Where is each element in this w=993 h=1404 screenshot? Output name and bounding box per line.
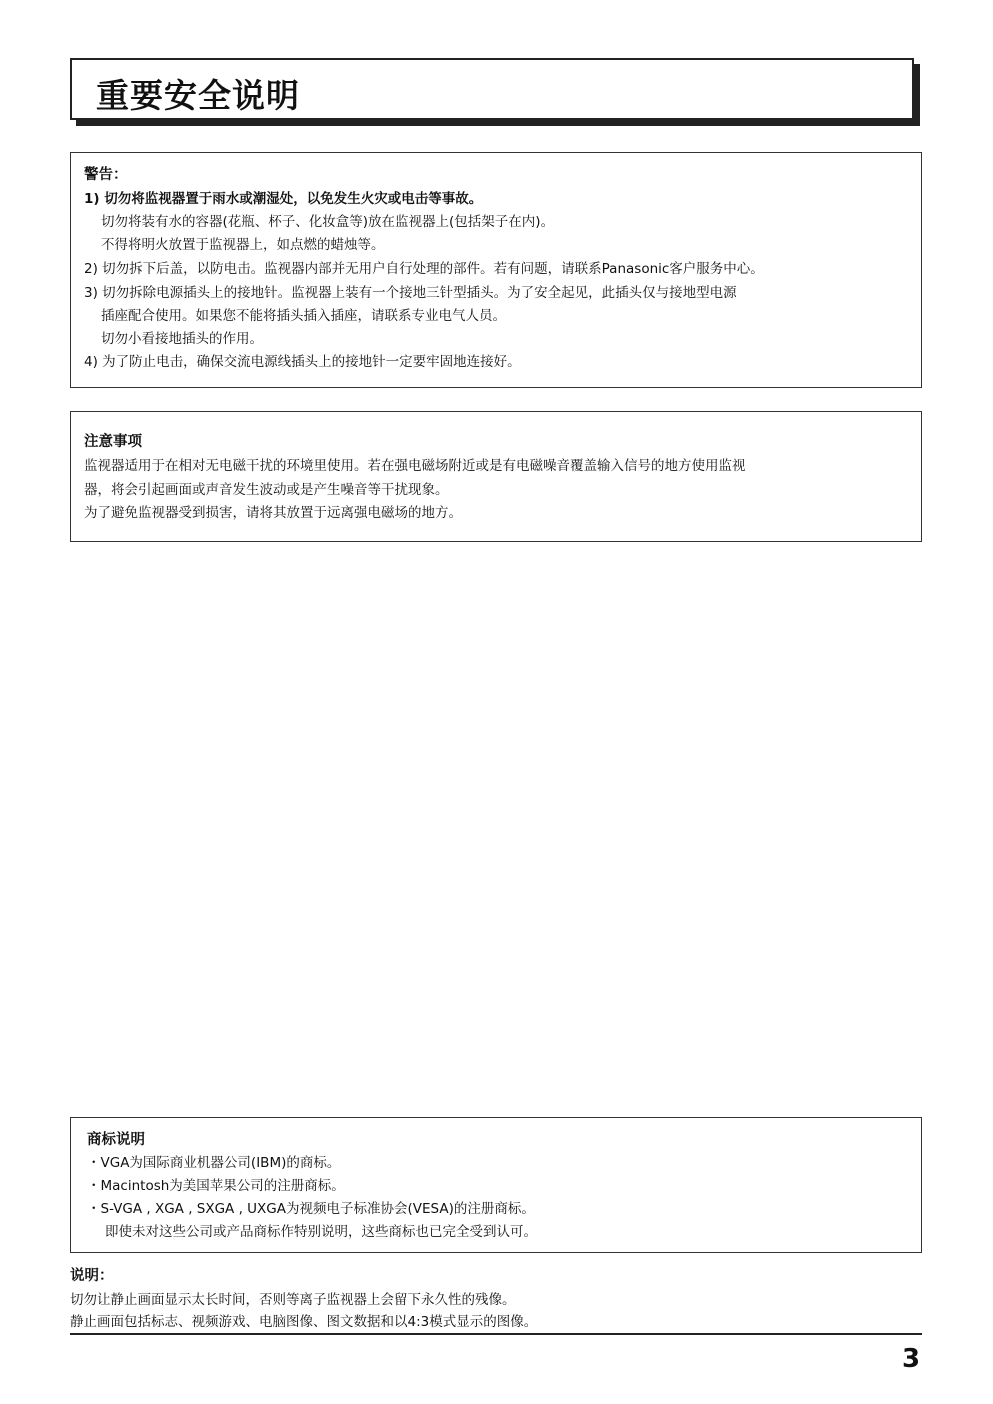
warning-line-6: 插座配合使用。如果您不能将插头插入插座，请联系专业电气人员。: [101, 308, 506, 324]
trademark-line-2: ・Macintosh为美国苹果公司的注册商标。: [87, 1178, 345, 1194]
trademark-heading: 商标说明: [87, 1132, 145, 1148]
warning-line-4: 2) 切勿拆下后盖，以防电击。监视器内部并无用户自行处理的部件。若有问题，请联系Panasonic客户服务中心。: [84, 261, 764, 277]
caution-line-3: 为了避免监视器受到损害，请将其放置于远离强电磁场的地方。: [84, 505, 462, 521]
warning-box: [70, 152, 922, 388]
warning-line-7: 切勿小看接地插头的作用。: [101, 331, 263, 347]
caution-line-2: 器，将会引起画面或声音发生波动或是产生噪音等干扰现象。: [84, 482, 449, 498]
page-title: 重要安全说明: [96, 76, 300, 115]
warning-line-5: 3) 切勿拆除电源插头上的接地针。监视器上装有一个接地三针型插头。为了安全起见，此插头仅与接地型电源: [84, 285, 737, 301]
warning-heading: 警告：: [84, 167, 128, 183]
page-number: 3: [902, 1344, 921, 1374]
trademark-line-3: ・S-VGA , XGA , SXGA , UXGA为视频电子标准协会(VESA)的注册商标。: [87, 1201, 535, 1217]
note-line-2: 静止画面包括标志、视频游戏、电脑图像、图文数据和以4:3模式显示的图像。: [70, 1314, 538, 1330]
note-heading: 说明：: [70, 1268, 114, 1284]
trademark-line-1: ・VGA为国际商业机器公司(IBM)的商标。: [87, 1155, 341, 1171]
trademark-line-4: 即使未对这些公司或产品商标作特别说明，这些商标也已完全受到认可。: [105, 1224, 537, 1240]
warning-line-2: 切勿将装有水的容器(花瓶、杯子、化妆盒等)放在监视器上(包括架子在内)。: [101, 214, 555, 230]
footer-rule: [70, 1333, 922, 1335]
warning-line-8: 4) 为了防止电击，确保交流电源线插头上的接地针一定要牢固地连接好。: [84, 354, 521, 370]
trademark-box: [70, 1117, 922, 1253]
title-box: [70, 58, 914, 120]
caution-heading: 注意事项: [84, 434, 142, 450]
warning-line-3: 不得将明火放置于监视器上，如点燃的蜡烛等。: [101, 237, 385, 253]
warning-line-1: 1) 切勿将监视器置于雨水或潮湿处，以免发生火灾或电击等事故。: [84, 191, 483, 207]
note-line-1: 切勿让静止画面显示太长时间，否则等离子监视器上会留下永久性的残像。: [70, 1292, 516, 1308]
caution-line-1: 监视器适用于在相对无电磁干扰的环境里使用。若在强电磁场附近或是有电磁噪音覆盖输入信号的地方使用监视: [84, 458, 746, 474]
caution-box: [70, 411, 922, 542]
